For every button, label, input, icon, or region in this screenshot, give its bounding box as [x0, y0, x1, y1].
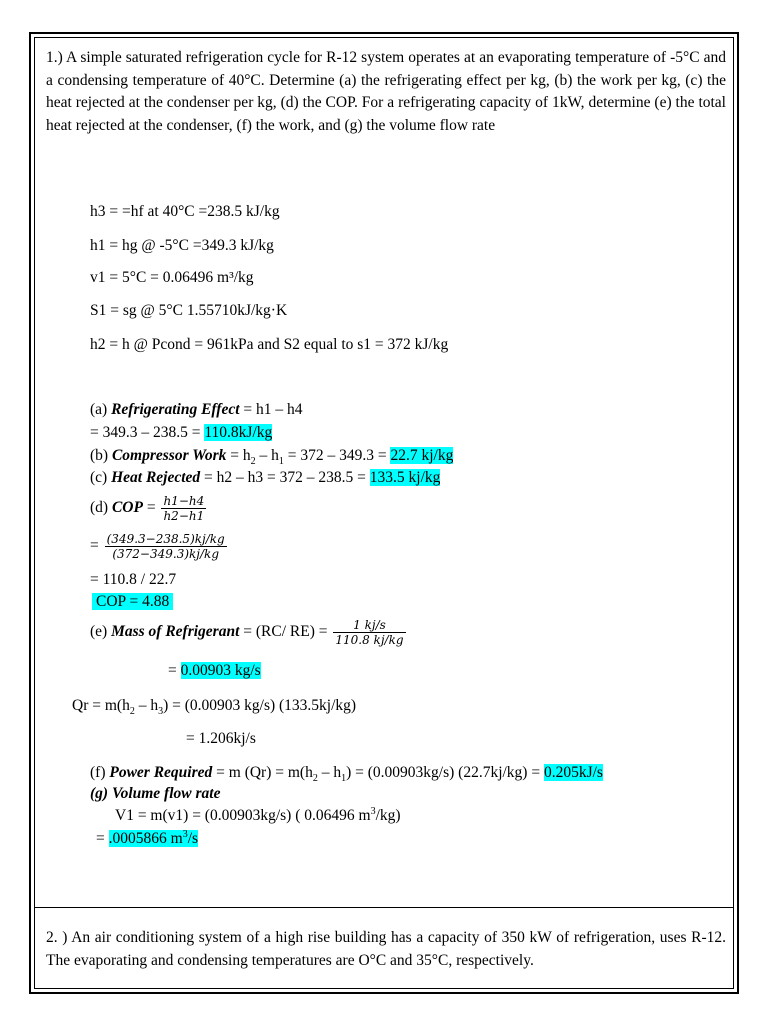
part-b-eq-post: = 372 – 349.3 =	[283, 447, 391, 464]
part-e-prefix: (e)	[90, 623, 112, 640]
part-f-line	[90, 763, 603, 783]
mass-fraction	[333, 618, 405, 647]
part-g-line1	[115, 806, 401, 826]
cop-values-denominator: (372−349.3)kj/kg	[112, 546, 220, 561]
part-g-eq-pre: V1 = m(v1) = (0.00903kg/s) ( 0.06496 m	[115, 807, 371, 824]
part-a-line1	[90, 400, 303, 420]
part-e-result: 0.00903 kg/s	[180, 662, 261, 679]
qr-sub3: 3	[158, 706, 164, 718]
part-c-result: 133.5 kj/kg	[369, 469, 441, 486]
part-f-eq-pre: = m (Qr) = m(h	[212, 764, 313, 781]
qr-mid: – h	[134, 697, 159, 714]
part-g-result-line	[96, 829, 198, 849]
part-b-line	[90, 446, 453, 466]
given-h1: h1 = hg @ -5°C =349.3 kJ/kg	[90, 237, 274, 254]
part-a-calc: = 349.3 – 238.5 =	[90, 424, 205, 441]
part-b-eq-pre: = h	[226, 447, 251, 464]
part-d-line3: = 110.8 / 22.7	[90, 571, 177, 588]
part-f-result: 0.205kJ/s	[543, 764, 603, 781]
qr-post: ) = (0.00903 kg/s) (133.5kj/kg)	[163, 697, 357, 714]
part-c-line	[90, 468, 440, 488]
part-f-sub2: 2	[312, 773, 318, 785]
cop-formula-numerator: h1−h4	[163, 493, 205, 508]
part-d-result: COP = 4.88	[92, 593, 173, 610]
part-d-eq: =	[142, 499, 160, 516]
part-d-line2	[90, 530, 229, 562]
problem-2-statement: 2. ) An air conditioning system of a high rise building has a capacity of 350 kW of refrigeration, uses R-12. The evaporating and condensing temperatures are O°C and 35°C, respectively.	[46, 929, 726, 969]
part-f-prefix: (f)	[90, 764, 110, 781]
part-f-label: Power Required	[109, 764, 213, 781]
part-a-line2	[90, 423, 272, 443]
part-b-prefix: (b)	[90, 447, 112, 464]
given-s1: S1 = sg @ 5°C 1.55710kJ/kg·K	[90, 302, 288, 319]
cop-values-numerator: (349.3−238.5)kj/kg	[106, 531, 225, 546]
part-b-label: Compressor Work	[111, 447, 227, 464]
cop-values-fraction	[105, 532, 227, 561]
part-a-result: 110.8kJ/kg	[204, 424, 273, 441]
part-e-eq: = (RC/ RE) =	[239, 623, 332, 640]
part-f-sub1: 1	[341, 773, 347, 785]
part-f-eq-post: ) = (0.00903kg/s) (22.7kj/kg) =	[346, 764, 544, 781]
part-d-prefix: (d)	[90, 499, 112, 516]
part-g-result-post: /s	[187, 830, 199, 847]
part-g-eq-post: /kg)	[375, 807, 401, 824]
part-d-line1	[90, 492, 208, 524]
section-divider	[34, 907, 734, 908]
part-e-line1	[90, 616, 408, 648]
part-g-result-sup: 3	[182, 828, 188, 840]
part-g-result	[109, 830, 198, 847]
given-h2: h2 = h @ Pcond = 961kPa and S2 equal to s1 = 372 kJ/kg	[90, 336, 449, 353]
qr-sub2: 2	[129, 706, 135, 718]
mass-numerator: 1 kj/s	[333, 618, 405, 633]
given-h3: h3 = =hf at 40°C =238.5 kJ/kg	[90, 203, 280, 220]
part-c-prefix: (c)	[90, 469, 112, 486]
qr-pre: Qr = m(h	[72, 697, 130, 714]
mass-denominator: 110.8 kj/kg	[335, 632, 404, 647]
part-e-eq2: =	[168, 662, 181, 679]
part-a-prefix: (a)	[90, 401, 112, 418]
part-d-label: COP	[111, 499, 143, 516]
part-a-eq: = h1 – h4	[239, 401, 303, 418]
part-b-eq-mid: – h	[255, 447, 279, 464]
part-g-sup: 3	[370, 805, 376, 817]
cop-formula-fraction	[161, 494, 206, 523]
part-d-result-line	[92, 592, 173, 612]
part-c-label: Heat Rejected	[111, 469, 201, 486]
part-c-eq: = h2 – h3 = 372 – 238.5 =	[200, 469, 370, 486]
qr-line	[72, 696, 356, 716]
part-g-result-pre: .0005866 m	[108, 830, 183, 847]
qr-result: = 1.206kj/s	[186, 730, 256, 747]
part-b-sub1: 1	[278, 456, 284, 468]
part-d-eq2: =	[90, 537, 103, 554]
part-b-sub2: 2	[250, 456, 256, 468]
part-a-label: Refrigerating Effect	[111, 401, 240, 418]
given-v1: v1 = 5°C = 0.06496 m³/kg	[90, 269, 254, 286]
part-e-label: Mass of Refrigerant	[111, 623, 240, 640]
problem-1-statement: 1.) A simple saturated refrigeration cycle for R-12 system operates at an evaporating temperature of -5°C and a condensing temperature of 40°C. Determine (a) the refrigerating effect per kg, (b) the work per kg, (c) the heat rejected at the condenser per kg, (d) the COP. For a refrigerating capacity of 1kW, determine (e) the total heat rejected at the condenser, (f) the work, and (g) the volume flow rate	[46, 49, 726, 134]
part-e-result-line	[168, 661, 261, 681]
part-g-eq2: =	[96, 830, 109, 847]
part-g-label: (g) Volume flow rate	[90, 785, 221, 802]
part-b-result: 22.7 kj/kg	[390, 447, 454, 464]
part-f-eq-mid: – h	[317, 764, 342, 781]
cop-formula-denominator: h2−h1	[163, 508, 205, 523]
